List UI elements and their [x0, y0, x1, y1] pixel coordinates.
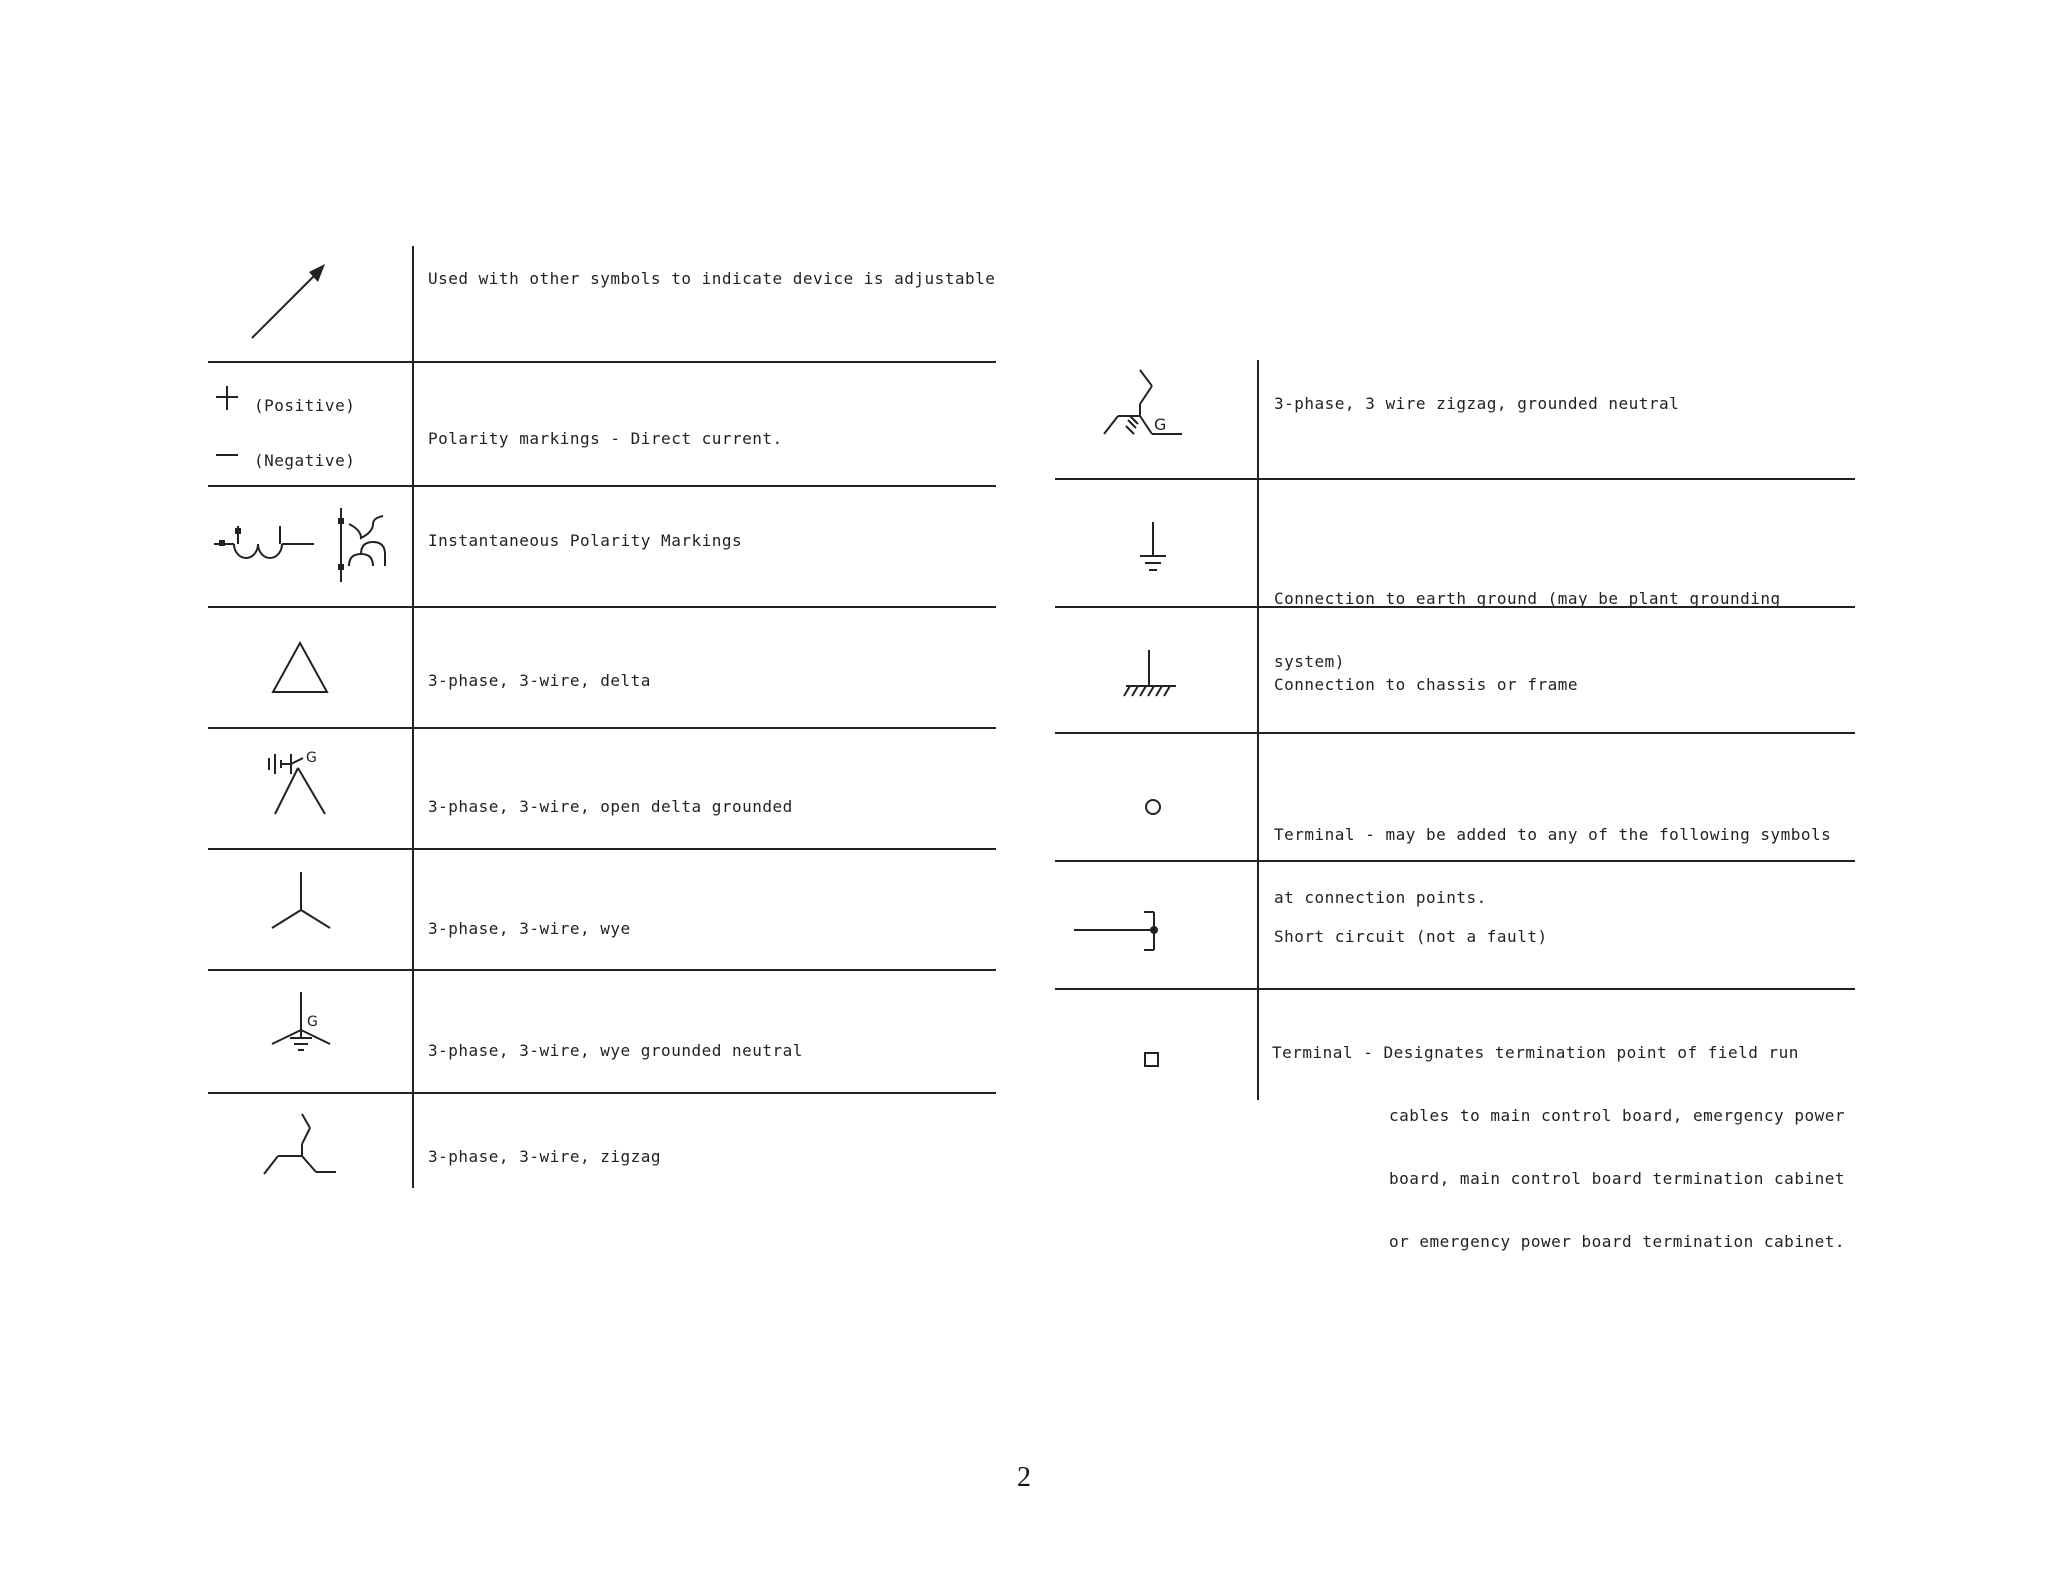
- description-line: at connection points.: [1274, 888, 1487, 907]
- page-number: 2: [1017, 1462, 1031, 1493]
- description-line: system): [1274, 652, 1345, 671]
- row-description: Connection to chassis or frame: [1274, 675, 1578, 694]
- left-row-rule: [208, 1092, 996, 1094]
- row-description: Instantaneous Polarity Markings: [428, 531, 743, 550]
- row-description: Polarity markings - Direct current.: [428, 429, 783, 448]
- right-row-rule: [1055, 732, 1855, 734]
- row-description: [1274, 782, 1831, 950]
- right-row-rule: [1055, 988, 1855, 990]
- adjustable-arrow-icon: [245, 258, 335, 343]
- symbol-letter: G: [306, 750, 317, 766]
- plus-sign-icon: [214, 386, 240, 412]
- zigzag-grounded-neutral-icon: [1100, 368, 1184, 442]
- row-description: [1272, 1000, 1845, 1294]
- left-row-rule: [208, 606, 996, 608]
- zigzag-icon: [262, 1112, 338, 1176]
- row-description: 3-phase, 3-wire, wye grounded neutral: [428, 1041, 803, 1060]
- terminal-circle-icon: [1143, 797, 1163, 817]
- description-line: Terminal - Designates termination point of field run: [1272, 1043, 1799, 1062]
- description-line: cables to main control board, emergency power: [1389, 1106, 1845, 1125]
- row-description: 3-phase, 3-wire, zigzag: [428, 1147, 662, 1166]
- negative-label: (Negative): [254, 451, 356, 470]
- description-line: Terminal - may be added to any of the following symbols: [1274, 825, 1832, 844]
- left-table-column-divider: [412, 246, 414, 1188]
- row-description: 3-phase, 3-wire, wye: [428, 919, 631, 938]
- earth-ground-icon: [1138, 520, 1168, 580]
- delta-triangle-icon: [270, 640, 330, 695]
- row-description: 3-phase, 3-wire, delta: [428, 671, 651, 690]
- wye-grounded-neutral-icon: [270, 990, 332, 1056]
- row-description: 3-phase, 3-wire, open delta grounded: [428, 797, 793, 816]
- symbol-letter: G: [307, 1014, 318, 1030]
- short-circuit-icon: [1072, 906, 1172, 954]
- left-row-rule: [208, 848, 996, 850]
- description-line: board, main control board termination cabinet: [1389, 1169, 1845, 1188]
- symbol-letter: G: [1154, 415, 1167, 434]
- left-row-rule: [208, 361, 996, 363]
- open-delta-grounded-icon: [265, 748, 335, 818]
- right-row-rule: [1055, 478, 1855, 480]
- positive-label: (Positive): [254, 396, 356, 415]
- left-row-rule: [208, 485, 996, 487]
- left-row-rule: [208, 727, 996, 729]
- row-description: Short circuit (not a fault): [1274, 927, 1548, 946]
- row-description: Used with other symbols to indicate device is adjustable: [428, 269, 996, 288]
- wye-icon: [270, 870, 332, 930]
- instantaneous-polarity-icon: [212, 506, 392, 586]
- chassis-ground-icon: [1120, 648, 1180, 700]
- description-line: Connection to earth ground (may be plant grounding: [1274, 589, 1781, 608]
- minus-sign-icon: [214, 452, 240, 458]
- row-description: 3-phase, 3 wire zigzag, grounded neutral: [1274, 394, 1680, 413]
- description-line: or emergency power board termination cabinet.: [1389, 1232, 1845, 1251]
- left-row-rule: [208, 969, 996, 971]
- terminal-square-icon: [1143, 1051, 1161, 1069]
